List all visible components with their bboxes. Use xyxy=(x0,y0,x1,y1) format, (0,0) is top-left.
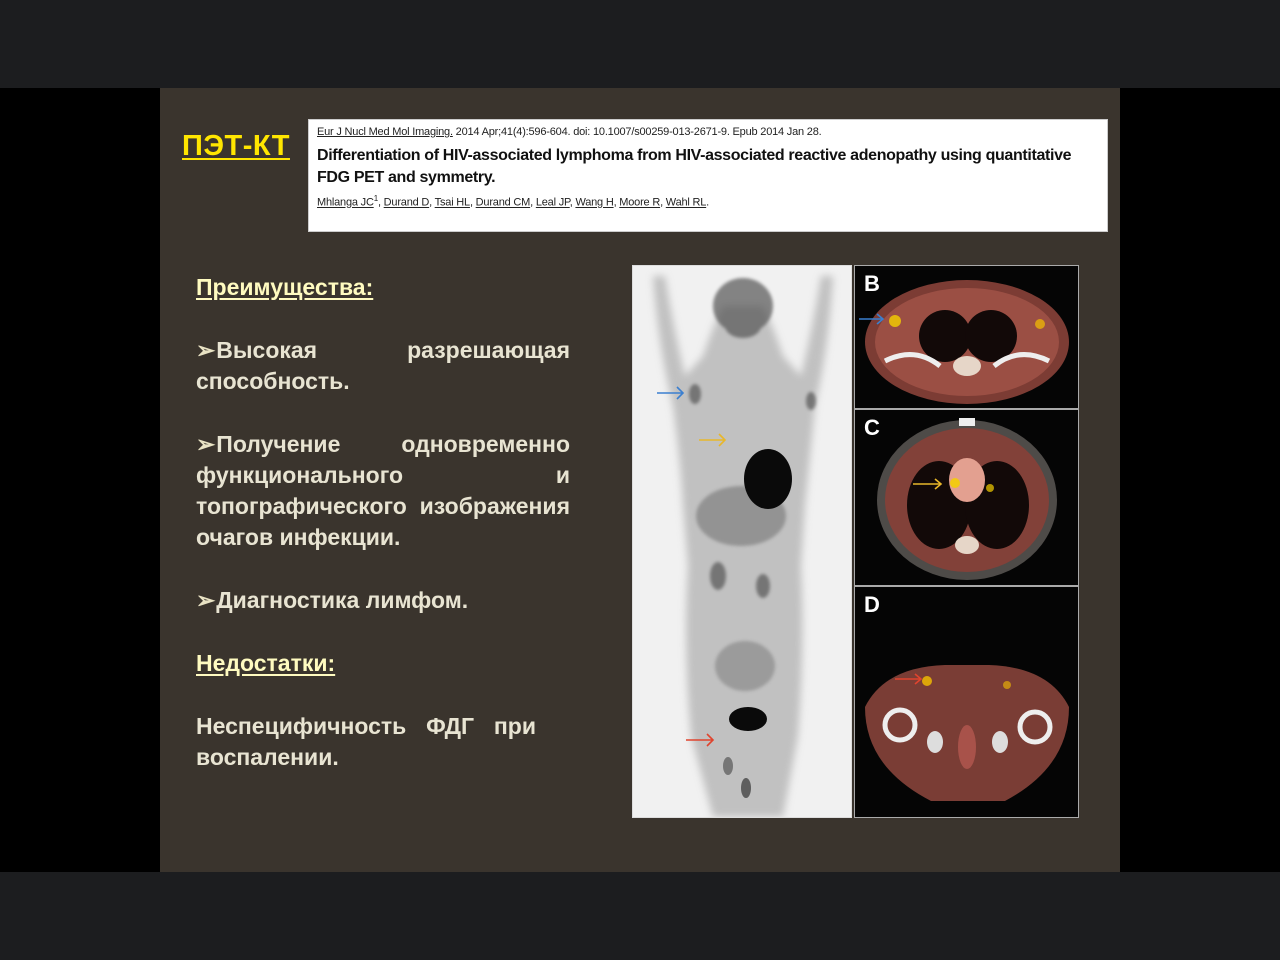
advantage-text: Диагностика лимфом. xyxy=(216,587,469,613)
panel-label-b: B xyxy=(864,271,880,296)
text-column xyxy=(196,272,570,773)
author-superscript: 1 xyxy=(373,194,378,203)
author-link[interactable]: Wang H xyxy=(575,196,614,209)
author-link[interactable]: Durand D xyxy=(383,196,430,209)
ct-scan-b-illustration xyxy=(855,266,1078,408)
advantage-item xyxy=(196,429,570,553)
author-link[interactable]: Durand CM xyxy=(475,196,531,209)
advantage-text: Высокая разрешающая способность. xyxy=(196,337,570,394)
disadvantage-text: Неспецифичность ФДГ при воспалении. xyxy=(196,713,536,770)
author-link[interactable]: Mhlanga JC xyxy=(317,196,374,209)
advantages-heading: Преимущества: xyxy=(196,274,374,300)
ct-panel-d xyxy=(854,586,1079,818)
author-link[interactable]: Wahl RL xyxy=(665,196,707,209)
reference-authors: Mhlanga $JC^1$, Durand D, Tsai HL, Durand CM, Leal JP, Wang H, Moore R, Wahl RL. xyxy=(317,194,710,209)
ct-panel-b xyxy=(854,265,1079,409)
journal-link[interactable]: Eur J Nucl Med Mol Imaging. xyxy=(317,126,453,138)
ct-scan-c-illustration xyxy=(855,410,1078,585)
bullet-arrow-icon: ➢ xyxy=(196,431,216,457)
citation-text: 2014 Apr;41(4):596-604. doi: 10.1007/s00259-013-2671-9. Epub 2014 Jan 28. xyxy=(452,126,822,138)
whole-body-pet-image xyxy=(632,265,852,818)
author-link[interactable]: Tsai HL xyxy=(434,196,470,209)
top-letterbox xyxy=(0,0,1280,88)
bottom-letterbox xyxy=(0,872,1280,960)
reference-title: Differentiation of HIV-associated lymphoma from HIV-associated reactive adenopathy using quantitative FDG PET and symmetry. xyxy=(317,147,1072,186)
whole-body-pet-illustration xyxy=(633,266,851,817)
author-link[interactable]: Leal JP xyxy=(535,196,570,209)
panel-label-d: D xyxy=(864,592,880,617)
slide xyxy=(160,88,1120,872)
ct-scan-d-illustration xyxy=(855,587,1078,817)
pet-ct-figure xyxy=(632,265,1079,818)
panel-label-c: C xyxy=(864,415,880,440)
advantage-text: Получение одновременно функционального и топографического изображения очагов инфекции. xyxy=(196,431,570,550)
disadvantages-heading: Недостатки: xyxy=(196,650,336,676)
advantage-item xyxy=(196,335,570,397)
bullet-arrow-icon: ➢ xyxy=(196,587,216,613)
reference-box xyxy=(308,119,1108,232)
author-link[interactable]: Moore R xyxy=(619,196,661,209)
bullet-arrow-icon: ➢ xyxy=(196,337,216,363)
reference-meta xyxy=(317,126,1099,138)
slide-title: ПЭТ-КТ xyxy=(182,130,290,162)
advantage-item xyxy=(196,585,570,616)
ct-panel-c xyxy=(854,409,1079,586)
